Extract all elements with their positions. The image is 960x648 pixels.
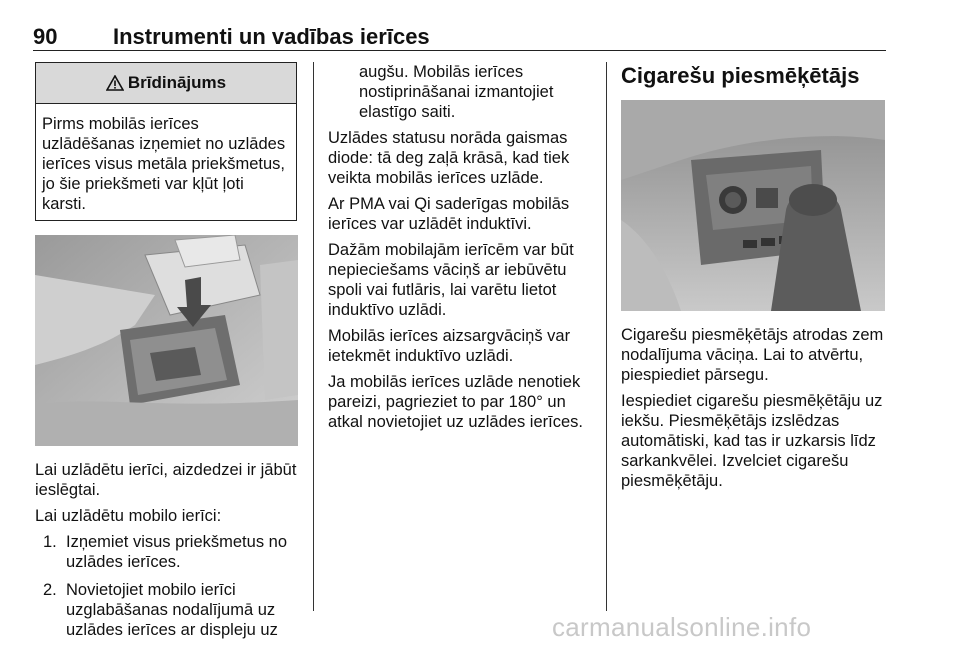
page-title: Instrumenti un vadības ierīces	[113, 24, 430, 49]
warning-title: Brīdinājums	[127, 73, 227, 92]
step-number: 1.	[43, 533, 57, 551]
paragraph-cover-coil: Dažām mobilajām ierīcēm var būt nepieciešams vāciņš ar iebūvētu spoli vai futlāris, lai varētu lietot induktīvo uzlādi.	[328, 241, 574, 319]
warning-text: Pirms mobilās ierīces uzlādēšanas izņemiet no uzlādes ierīces visus metāla priekšmetus, jo šie priekšmeti var kļūt ļoti karsti.	[42, 115, 286, 213]
column-divider-1	[313, 62, 314, 611]
column-2	[328, 62, 596, 438]
paragraph-charge-intro: Lai uzlādētu mobilo ierīci:	[35, 507, 222, 525]
step-text: Izņemiet visus priekšmetus no uzlādes ierīces.	[66, 533, 288, 571]
paragraph-ignition: Lai uzlādētu ierīci, aizdedzei ir jābūt ieslēgtai.	[35, 461, 297, 499]
paragraph-lighter-location: Cigarešu piesmēķētājs atrodas zem nodalījuma vāciņa. Lai to atvērtu, piespiediet pārsegu.	[621, 326, 884, 384]
column-divider-2	[606, 62, 607, 611]
section-heading: Cigarešu piesmēķētājs	[621, 63, 860, 88]
watermark: carmanualsonline.info	[552, 612, 812, 642]
wireless-charger-photo	[35, 235, 298, 446]
page-header	[33, 24, 885, 50]
list-item	[35, 532, 298, 572]
cigarette-lighter-photo	[621, 100, 885, 311]
step-continuation: augšu. Mobilās ierīces nostiprināšanai izmantojiet elastīgo saiti.	[359, 63, 554, 121]
warning-triangle-icon	[106, 75, 124, 91]
column-1	[35, 62, 298, 648]
paragraph-lighter-use: Iespiediet cigarešu piesmēķētāju uz iekšu. Piesmēķētājs izslēdzas automātiski, kad tas ir uzkarsis līdz sarkankvēlei. Izvelciet cigarešu piesmēķētāju.	[621, 392, 883, 490]
warning-box	[35, 62, 297, 221]
column-3	[621, 62, 886, 497]
list-item	[35, 580, 298, 640]
step-text: Novietojiet mobilo ierīci uzglabāšanas nodalījumā uz uzlādes ierīces ar displeju uz	[66, 581, 278, 639]
charge-steps-list	[35, 532, 298, 640]
page-number: 90	[33, 24, 58, 49]
header-divider	[33, 50, 886, 51]
paragraph-pma-qi: Ar PMA vai Qi saderīgas mobilās ierīces var uzlādēt induktīvi.	[328, 195, 570, 233]
paragraph-led-status: Uzlādes statusu norāda gaismas diode: tā deg zaļā krāsā, kad tiek veikta mobilās ierīces uzlāde.	[328, 129, 570, 187]
paragraph-rotate: Ja mobilās ierīces uzlāde nenotiek pareizi, pagrieziet to par 180° un atkal novietojiet uz uzlādes ierīces.	[328, 373, 583, 431]
warning-header	[36, 63, 296, 104]
paragraph-protective-cover: Mobilās ierīces aizsargvāciņš var ietekmēt induktīvo uzlādi.	[328, 327, 571, 365]
step-number: 2.	[43, 581, 57, 599]
